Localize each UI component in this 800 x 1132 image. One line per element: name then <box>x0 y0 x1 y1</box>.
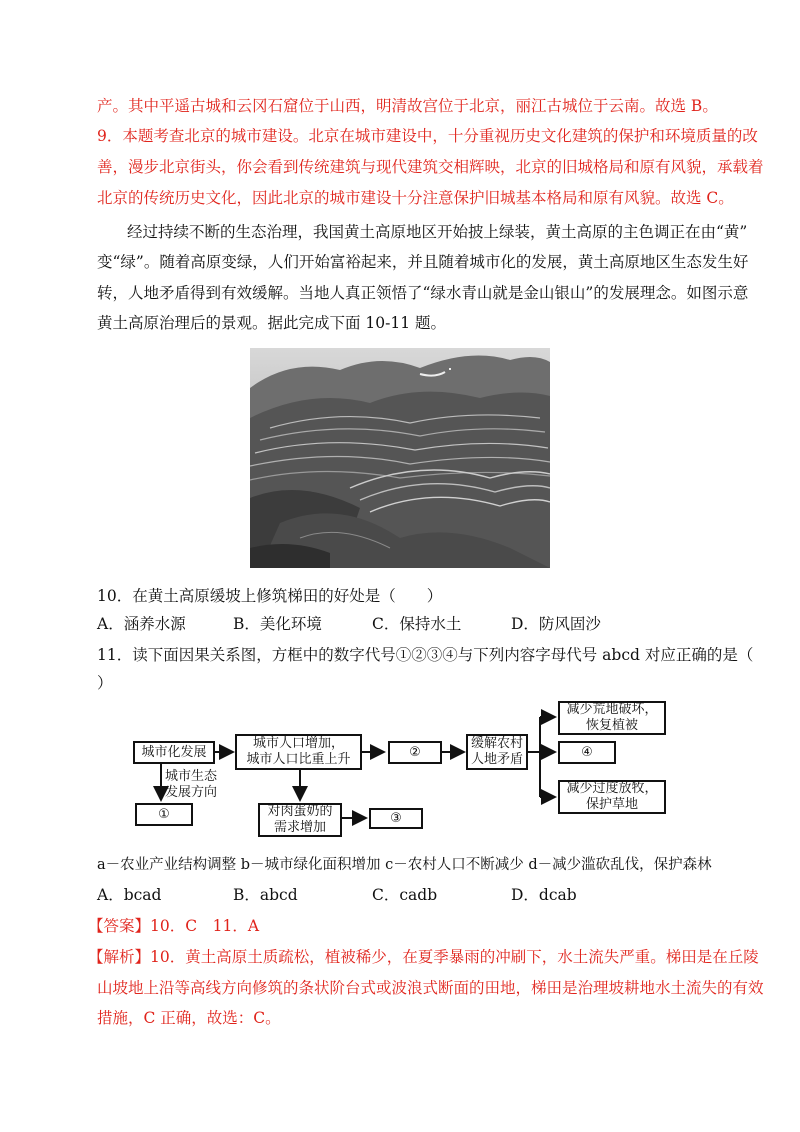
question-11-stem-end: ） <box>97 674 113 692</box>
circle-1-box <box>135 803 193 826</box>
explanation-line: 北京的传统历史文化，因此北京的城市建设十分注意保护旧城基本格局和原有风貌。故选 C。 <box>97 189 734 207</box>
explanation-line: 善，漫步北京街头，你会看到传统建筑与现代建筑交相辉映，北京的旧城格局和原有风貌，承载着 <box>97 158 764 176</box>
circle-2-label: ② <box>409 744 421 760</box>
circle-2-box <box>388 741 442 764</box>
population-box <box>235 734 362 770</box>
analysis-text-1: 10．黄土高原土质疏松，植被稀少，在夏季暴雨的冲刷下，水土流失严重。梯田是在丘陵 <box>150 948 759 966</box>
q11-option-a[interactable]: A．bcad <box>97 886 162 904</box>
reduce-waste-box <box>558 701 666 735</box>
answer-line <box>88 916 698 936</box>
reduce-graze-label-1: 减少过度放牧， <box>566 781 658 796</box>
reduce-graze-box <box>558 780 666 814</box>
circle-4-box <box>558 741 616 764</box>
analysis-line: 山坡地上沿等高线方向修筑的条状阶台式或波浪式断面的田地，梯田是治理坡耕地水土流失的有效 <box>97 979 764 997</box>
relieve-label-1: 缓解农村 <box>470 736 523 751</box>
meat-demand-label-1: 对肉蛋奶的 <box>267 804 333 819</box>
question-11-stem: 11．读下面因果关系图，方框中的数字代号①②③④与下列内容字母代号 abcd 对应正确的是（ <box>97 646 754 664</box>
analysis-line <box>88 947 759 967</box>
question-10-stem: 10．在黄土高原缓坡上修筑梯田的好处是（ ） <box>97 587 443 605</box>
passage-line: 变“绿”。随着高原变绿，人们开始富裕起来，并且随着城市化的发展，黄土高原地区生态发生好 <box>97 253 749 271</box>
relieve-label-2: 人地矛盾 <box>470 752 523 767</box>
answer-text: 10．C 11．A <box>150 917 260 935</box>
population-label-2: 城市人口比重上升 <box>246 752 351 767</box>
analysis-tag: 【解析】 <box>88 948 151 966</box>
passage-line: 黄土高原治理后的景观。据此完成下面 10-11 题。 <box>97 314 447 332</box>
q10-option-d[interactable]: D．防风固沙 <box>511 615 601 633</box>
eco-direction-label-1: 城市生态 <box>165 769 218 784</box>
population-label-1: 城市人口增加， <box>252 736 344 751</box>
circle-3-box <box>369 808 423 829</box>
circle-1-label: ① <box>158 806 170 822</box>
q11-option-b[interactable]: B．abcd <box>233 886 298 904</box>
reduce-graze-label-2: 保护草地 <box>585 797 638 812</box>
q10-option-a[interactable]: A．涵养水源 <box>97 615 186 633</box>
meat-demand-label-2: 需求增加 <box>273 820 326 835</box>
meat-demand-box <box>258 803 342 837</box>
explanation-line: 9．本题考查北京的城市建设。北京在城市建设中，十分重视历史文化建筑的保护和环境质量的改 <box>97 127 758 145</box>
q11-option-c[interactable]: C．cadb <box>372 886 438 904</box>
eco-direction-label-2: 发展方向 <box>165 785 218 800</box>
passage-line: 经过持续不断的生态治理，我国黄土高原地区开始披上绿装，黄土高原的主色调正在由“黄” <box>127 223 748 241</box>
reduce-waste-label-1: 减少荒地破坏， <box>566 702 658 717</box>
q10-option-b[interactable]: B．美化环境 <box>233 615 322 633</box>
question-11-legend: a－农业产业结构调整 b－城市绿化面积增加 c－农村人口不断减少 d－减少滥砍乱伐，保护森林 <box>97 857 712 873</box>
q10-option-c[interactable]: C．保持水土 <box>372 615 462 633</box>
reduce-waste-label-2: 恢复植被 <box>585 718 638 733</box>
circle-3-label: ③ <box>390 810 402 826</box>
eco-direction-label <box>165 769 217 801</box>
circle-4-label: ④ <box>581 744 593 760</box>
urbanization-box <box>133 741 215 764</box>
explanation-line: 产。其中平遥古城和云冈石窟位于山西，明清故宫位于北京，丽江古城位于云南。故选 B。 <box>97 97 718 115</box>
answer-tag: 【答案】 <box>88 917 151 935</box>
analysis-line: 措施，C 正确，故选：C。 <box>97 1009 281 1027</box>
urbanization-label: 城市化发展 <box>141 744 207 760</box>
q11-option-d[interactable]: D．dcab <box>511 886 577 904</box>
relieve-box <box>466 734 528 770</box>
passage-line: 转，人地矛盾得到有效缓解。当地人真正领悟了“绿水青山就是金山银山”的发展理念。如图示意 <box>97 284 749 302</box>
